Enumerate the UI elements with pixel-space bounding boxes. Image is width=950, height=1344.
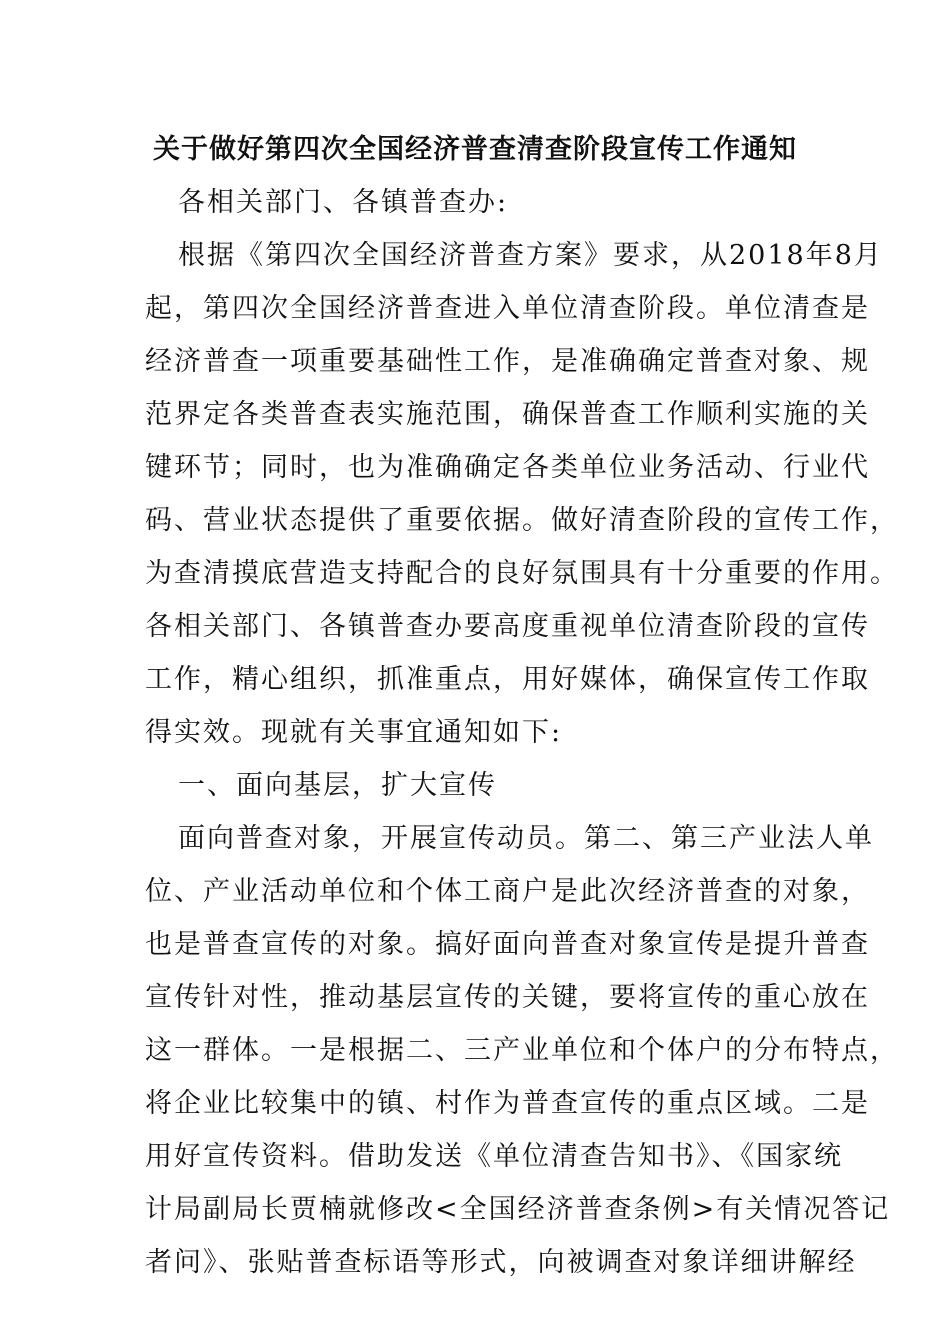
document-title: 关于做好第四次全国经济普查清查阶段宣传工作通知 bbox=[153, 134, 797, 165]
paragraph-line: 用好宣传资料。借助发送《单位清查告知书》、《国家统 bbox=[145, 1141, 843, 1172]
document-body bbox=[145, 176, 899, 1289]
salutation-line: 各相关部门、各镇普查办: bbox=[178, 187, 509, 218]
paragraph-line: 工作，精心组织，抓准重点，用好媒体，确保宣传工作取 bbox=[145, 664, 870, 695]
section-heading: 一、面向基层，扩大宣传 bbox=[178, 770, 497, 801]
paragraph-line: 经济普查一项重要基础性工作，是准确确定普查对象、规 bbox=[145, 346, 870, 377]
paragraph-line: 键环节；同时，也为准确确定各类单位业务活动、行业代 bbox=[145, 452, 870, 483]
paragraph-line: 根据《第四次全国经济普查方案》要求，从2018年8月 bbox=[178, 240, 883, 271]
paragraph-line: 面向普查对象，开展宣传动员。第二、第三产业法人单 bbox=[178, 823, 874, 854]
paragraph-line: 得实效。现就有关事宜通知如下: bbox=[145, 717, 563, 748]
paragraph-line: 也是普查宣传的对象。搞好面向普查对象宣传是提升普查 bbox=[145, 929, 870, 960]
paragraph-line: 位、产业活动单位和个体工商户是此次经济普查的对象， bbox=[145, 876, 870, 907]
paragraph-line: 将企业比较集中的镇、村作为普查宣传的重点区域。二是 bbox=[145, 1088, 870, 1119]
paragraph-line: 各相关部门、各镇普查办要高度重视单位清查阶段的宣传 bbox=[145, 611, 870, 642]
paragraph-line: 者问》、张贴普查标语等形式，向被调查对象详细讲解经 bbox=[145, 1247, 857, 1278]
paragraph-line: 这一群体。一是根据二、三产业单位和个体户的分布特点， bbox=[145, 1035, 899, 1066]
paragraph-line: 码、营业状态提供了重要依据。做好清查阶段的宣传工作， bbox=[145, 505, 899, 536]
paragraph-line: 宣传针对性，推动基层宣传的关键，要将宣传的重心放在 bbox=[145, 982, 870, 1013]
paragraph-line: 为查清摸底营造支持配合的良好氛围具有十分重要的作用。 bbox=[145, 558, 899, 589]
paragraph-line: 起，第四次全国经济普查进入单位清查阶段。单位清查是 bbox=[145, 293, 870, 324]
paragraph-line: 范界定各类普查表实施范围，确保普查工作顺利实施的关 bbox=[145, 399, 870, 430]
paragraph-line: 计局副局长贾楠就修改<全国经济普查条例>有关情况答记 bbox=[145, 1194, 891, 1225]
